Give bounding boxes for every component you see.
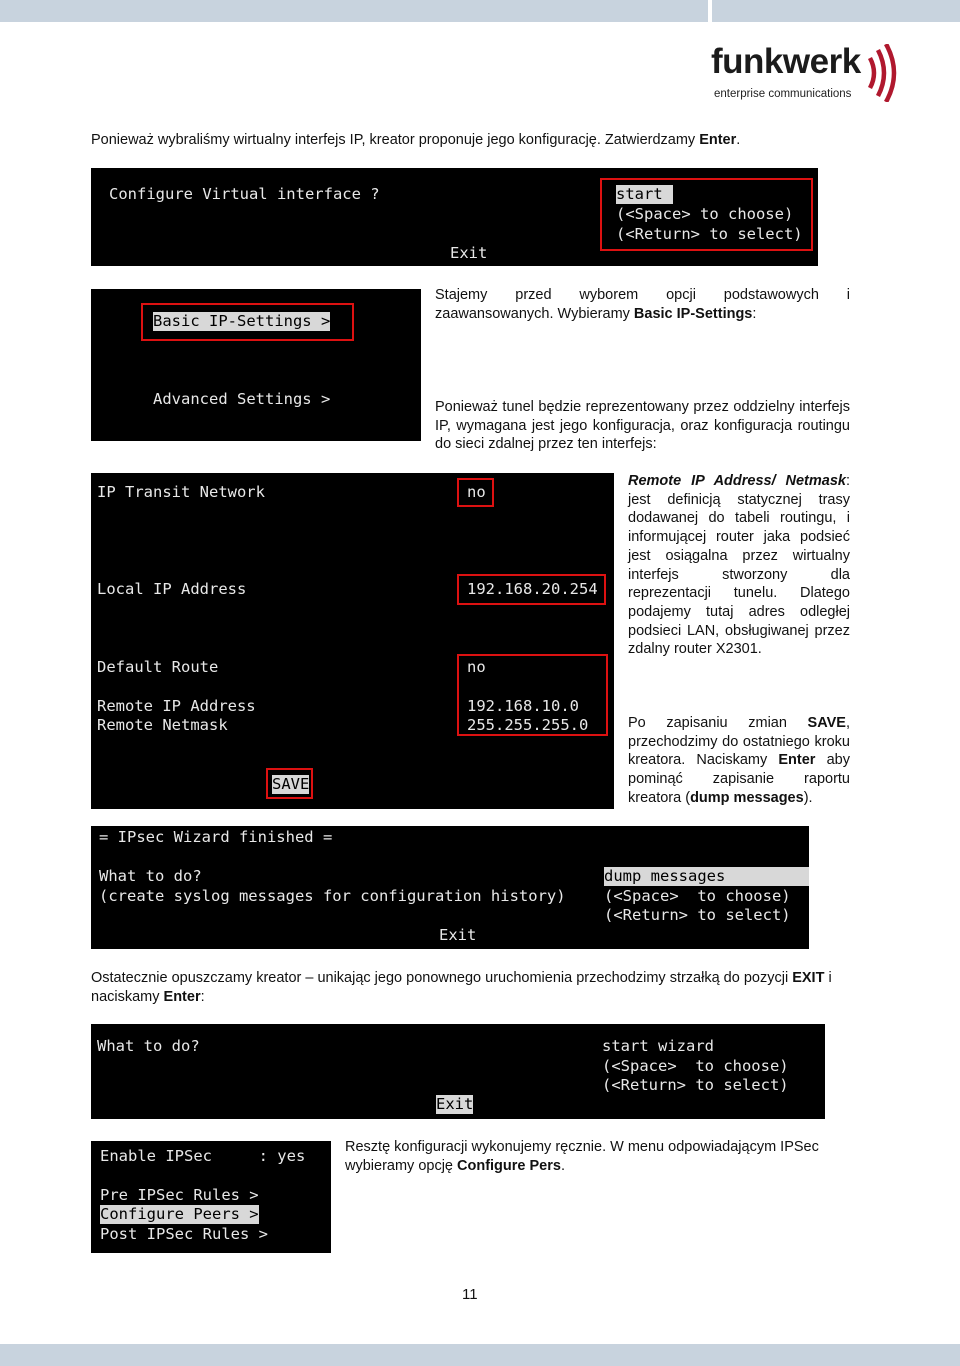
- terminal-configure-virtual: [91, 168, 818, 266]
- basic-paragraph: Stajemy przed wyborem opcji podstawowych i zaawansowanych. Wybieramy Basic IP-Settings:: [435, 287, 850, 322]
- intro-paragraph: Ponieważ wybraliśmy wirtualny interfejs IP, kreator proponuje jego konfigurację. Zatwierdzamy Enter.: [91, 132, 741, 148]
- start-wizard-option[interactable]: start wizard: [602, 1037, 714, 1055]
- transit-value[interactable]: no: [467, 483, 486, 501]
- save-button[interactable]: SAVE: [272, 775, 310, 793]
- remote-ip-label: Remote IP Address: [97, 697, 256, 715]
- highlight-box: [457, 478, 494, 507]
- tunnel-paragraph: Ponieważ tunel będzie reprezentowany przez oddzielny interfejs IP, wymagana jest jego konfiguracja, oraz konfiguracja routingu do sieci zdalnej przez ten interfejs:: [435, 399, 850, 453]
- funkwerk-logo: [711, 42, 901, 104]
- remote-ip-value[interactable]: 192.168.10.0: [467, 697, 579, 715]
- local-ip-label: Local IP Address: [97, 580, 247, 598]
- local-ip-value[interactable]: 192.168.20.254: [467, 580, 598, 598]
- space-hint: (<Space> to choose): [602, 1057, 789, 1075]
- highlight-box: [457, 654, 608, 736]
- remote-paragraph: Remote IP Address/ Netmask: jest definicją statycznej trasy dodawanej do tabeli routingu, i informującej router jaka podsieć jest osiągalna przez wirtualny interfejs stworzony dla reprezentacji tunelu. Dlatego podajemy tutaj adres odległej podsieci LAN, obsługiwanej przez zdalny router X2301.: [628, 473, 850, 658]
- configure-question: Configure Virtual interface ?: [109, 185, 380, 203]
- terminal-ipsec-menu: [91, 1141, 331, 1253]
- space-hint: (<Space> to choose): [616, 205, 794, 223]
- default-route-label: Default Route: [97, 658, 219, 676]
- exit-option[interactable]: Exit: [436, 1095, 474, 1113]
- exit-option[interactable]: Exit: [439, 926, 477, 944]
- highlight-box: [141, 303, 354, 341]
- terminal-what-to-do: [91, 1024, 825, 1119]
- space-hint: (<Space> to choose): [604, 887, 791, 905]
- return-hint: (<Return> to select): [602, 1076, 789, 1094]
- enable-ipsec-row[interactable]: Enable IPSec : yes: [100, 1147, 306, 1165]
- logo-subtitle: enterprise communications: [714, 88, 852, 100]
- syslog-description: (create syslog messages for configuration history): [99, 887, 566, 905]
- top-bar-left: [0, 0, 708, 22]
- what-to-do-label: What to do?: [99, 867, 202, 885]
- exit-paragraph: Ostatecznie opuszczamy kreator – unikając jego ponownego uruchomienia przechodzimy strzałką do pozycji EXIT i naciskamy Enter:: [91, 970, 832, 1005]
- highlight-box: [457, 574, 606, 605]
- logo-word: funkwerk: [711, 42, 861, 81]
- what-to-do-label: What to do?: [97, 1037, 200, 1055]
- rest-paragraph: Resztę konfiguracji wykonujemy ręcznie. W menu odpowiadającym IPSec wybieramy opcję Configure Pers.: [345, 1139, 819, 1174]
- pre-ipsec-rules-option[interactable]: Pre IPSec Rules >: [100, 1186, 259, 1204]
- basic-ip-settings-option[interactable]: Basic IP-Settings >: [153, 312, 331, 330]
- terminal-wizard-finished: [91, 826, 809, 949]
- signal-waves-icon: [867, 44, 899, 102]
- return-hint: (<Return> to select): [616, 225, 803, 243]
- save-paragraph: Po zapisaniu zmian SAVE, przechodzimy do ostatniego kroku kreatora. Naciskamy Enter aby pominąć zapisanie raportu kreatora (dump messages).: [628, 715, 850, 806]
- dump-messages-option[interactable]: dump messages: [604, 867, 809, 886]
- remote-netmask-value[interactable]: 255.255.255.0: [467, 716, 589, 734]
- terminal-settings-menu: [91, 289, 421, 441]
- return-hint: (<Return> to select): [604, 906, 791, 924]
- bottom-bar: [0, 1344, 960, 1366]
- top-bar-right: [712, 0, 960, 22]
- highlight-box: [600, 178, 813, 251]
- post-ipsec-rules-option[interactable]: Post IPSec Rules >: [100, 1225, 268, 1243]
- page-number: 11: [462, 1286, 478, 1303]
- start-option[interactable]: start: [616, 185, 673, 204]
- wizard-finished-title: = IPsec Wizard finished =: [99, 828, 333, 846]
- configure-peers-option[interactable]: Configure Peers >: [100, 1205, 259, 1223]
- exit-option[interactable]: Exit: [450, 244, 488, 262]
- highlight-box: [266, 768, 313, 799]
- terminal-ip-settings: [91, 473, 614, 809]
- advanced-settings-option[interactable]: Advanced Settings >: [153, 390, 331, 408]
- transit-label: IP Transit Network: [97, 483, 265, 501]
- remote-netmask-label: Remote Netmask: [97, 716, 228, 734]
- default-route-value[interactable]: no: [467, 658, 486, 676]
